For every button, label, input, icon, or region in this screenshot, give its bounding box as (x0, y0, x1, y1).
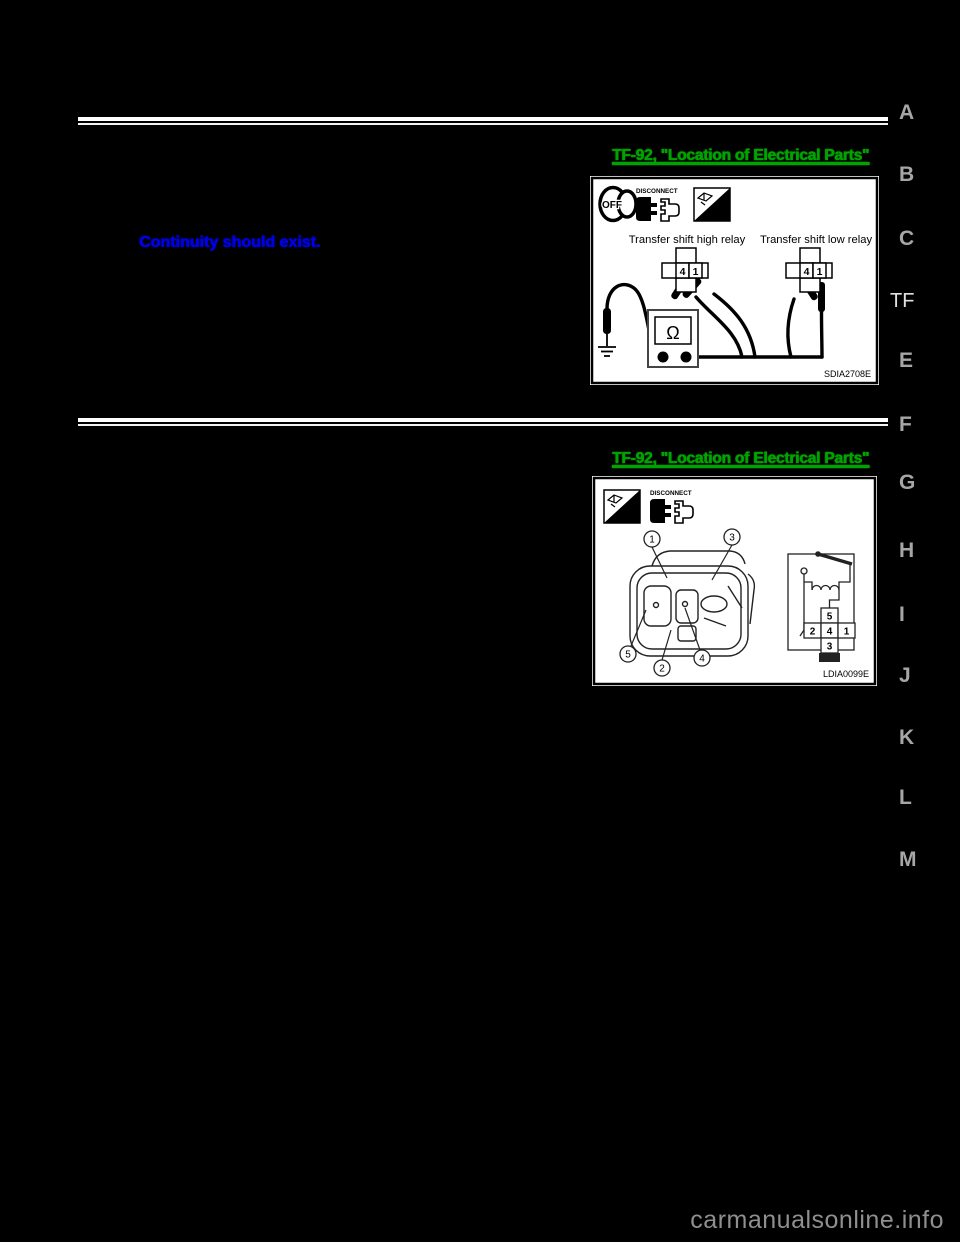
schematic-pin-2: 2 (809, 626, 816, 638)
callout-4: 4 (699, 653, 705, 665)
sidebar-letter-tf: TF (890, 290, 915, 312)
callout-3: 3 (729, 532, 735, 544)
schematic-pin-5: 5 (826, 611, 833, 623)
high-relay-pin-1: 1 (692, 266, 699, 278)
low-relay-pin-4: 4 (803, 266, 810, 278)
section-divider-top (78, 117, 888, 125)
section-divider-middle (78, 418, 888, 426)
schematic-pin-1: 1 (843, 626, 850, 638)
callout-1: 1 (649, 534, 655, 546)
sidebar-letter-i: I (899, 603, 905, 626)
schematic-pin-3: 3 (826, 641, 833, 653)
sidebar-letter-m: M (899, 848, 917, 871)
sidebar-letter-b: B (899, 163, 915, 186)
sidebar-letter-c: C (899, 227, 915, 250)
sidebar-letter-k: K (899, 726, 915, 749)
divider-thin-line (78, 123, 888, 125)
sidebar-letter-a: A (899, 101, 915, 124)
sidebar-letter-g: G (899, 471, 916, 494)
svg-text:DISCONNECT: DISCONNECT (650, 490, 692, 497)
high-relay-pin-4: 4 (679, 266, 686, 278)
divider-thin-line (78, 424, 888, 426)
sidebar-letter-f: F (899, 413, 912, 436)
figure-relay-continuity-svg (590, 176, 879, 385)
ts-tool-icon (694, 188, 730, 221)
low-relay-label: Transfer shift low relay (759, 234, 873, 246)
schematic-pin-4: 4 (826, 626, 833, 638)
continuity-note: Continuity should exist. (139, 234, 321, 251)
svg-text:OFF: OFF (602, 200, 622, 211)
callout-5: 5 (625, 649, 631, 661)
figure-relay-terminal-svg (592, 476, 877, 686)
figure-relay-continuity-check (590, 176, 879, 385)
sidebar-letter-h: H (899, 539, 915, 562)
sidebar-letter-e: E (899, 349, 914, 372)
svg-text:T.S.: T.S. (618, 511, 634, 521)
sidebar-letter-j: J (899, 664, 911, 687)
link-location-of-electrical-parts-1[interactable]: TF-92, "Location of Electrical Parts" (612, 147, 870, 164)
ohmmeter (648, 310, 698, 367)
ts-tool-icon (604, 490, 640, 523)
high-relay-label: Transfer shift high relay (628, 234, 746, 246)
ohm-symbol: Ω (666, 323, 680, 343)
watermark-link[interactable]: carmanualsonline.info (690, 1206, 944, 1234)
sidebar-letter-l: L (899, 786, 912, 809)
callout-2: 2 (659, 663, 665, 675)
svg-text:DISCONNECT: DISCONNECT (636, 188, 678, 195)
svg-text:T.S.: T.S. (708, 209, 724, 219)
low-relay-pin-1: 1 (816, 266, 823, 278)
figure-relay-terminal-layout (592, 476, 877, 686)
link-location-of-electrical-parts-2[interactable]: TF-92, "Location of Electrical Parts" (612, 450, 870, 467)
figure-code: LDIA0099E (822, 669, 869, 679)
figure-code: SDIA2708E (823, 369, 871, 379)
